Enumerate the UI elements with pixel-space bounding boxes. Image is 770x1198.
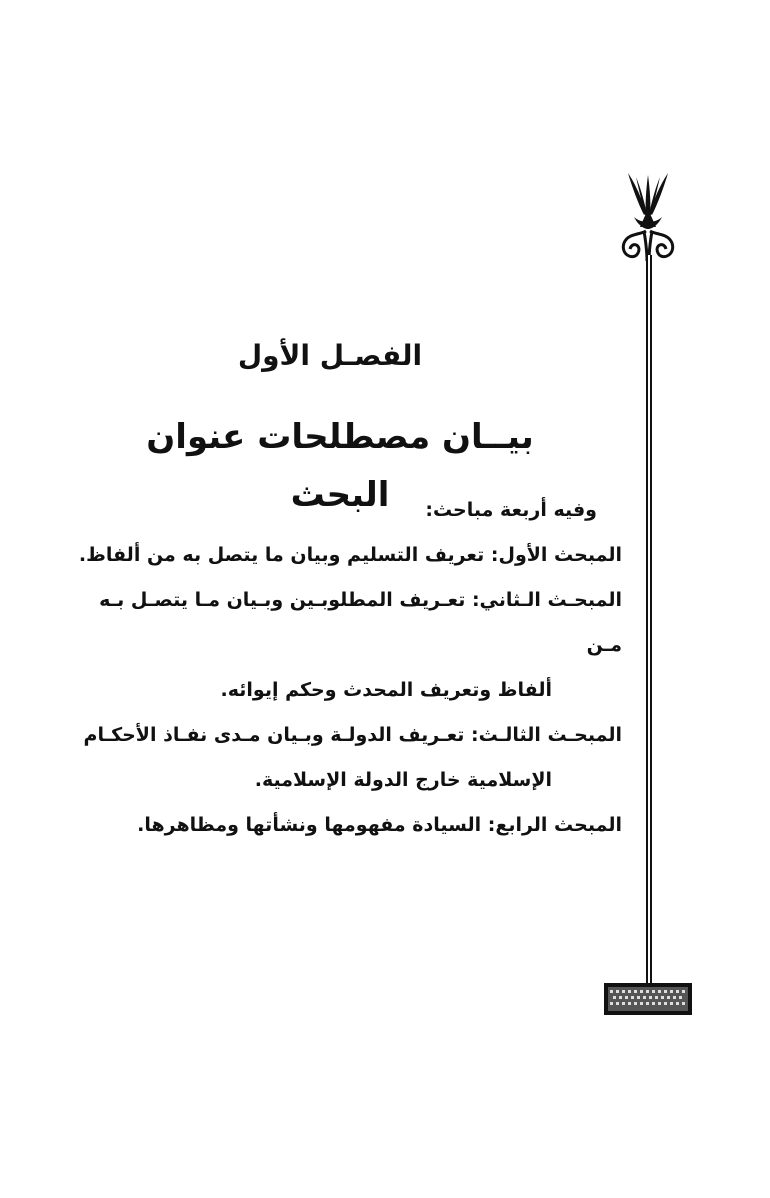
section-item-1 [70,533,622,578]
section-2-continuation: ألفاظ وتعريف المحدث وحكم إيوائه. [220,679,552,701]
section-item-2 [70,578,622,713]
section-2-label: المبحـث الـثاني: تعـريف المطلوبـين وبـيان مـا يتصـل بـه مـن [99,589,622,656]
section-item-3 [70,713,622,803]
section-4-label: المبحث الرابع: السيادة مفهومها ونشأتها ومظاهرها. [137,814,622,836]
section-3-label: المبحـث الثالـث: تعـريف الدولـة وبـيان مـدى نفـاذ الأحكـام [83,724,622,746]
section-3-continuation: الإسلامية خارج الدولة الإسلامية. [254,769,552,791]
page-title: بيــان مصطلحات عنوان البحث [146,417,534,515]
chapter-title: الفصـل الأول [237,339,423,372]
section-1-label: المبحث الأول: تعريف التسليم وبيان ما يتصل به من ألفاظ. [78,544,622,566]
chapter-contents [70,488,622,848]
section-item-4 [70,803,622,848]
sections-list [70,533,622,848]
sections-intro: وفيه أربعة مباحث: [425,499,597,521]
